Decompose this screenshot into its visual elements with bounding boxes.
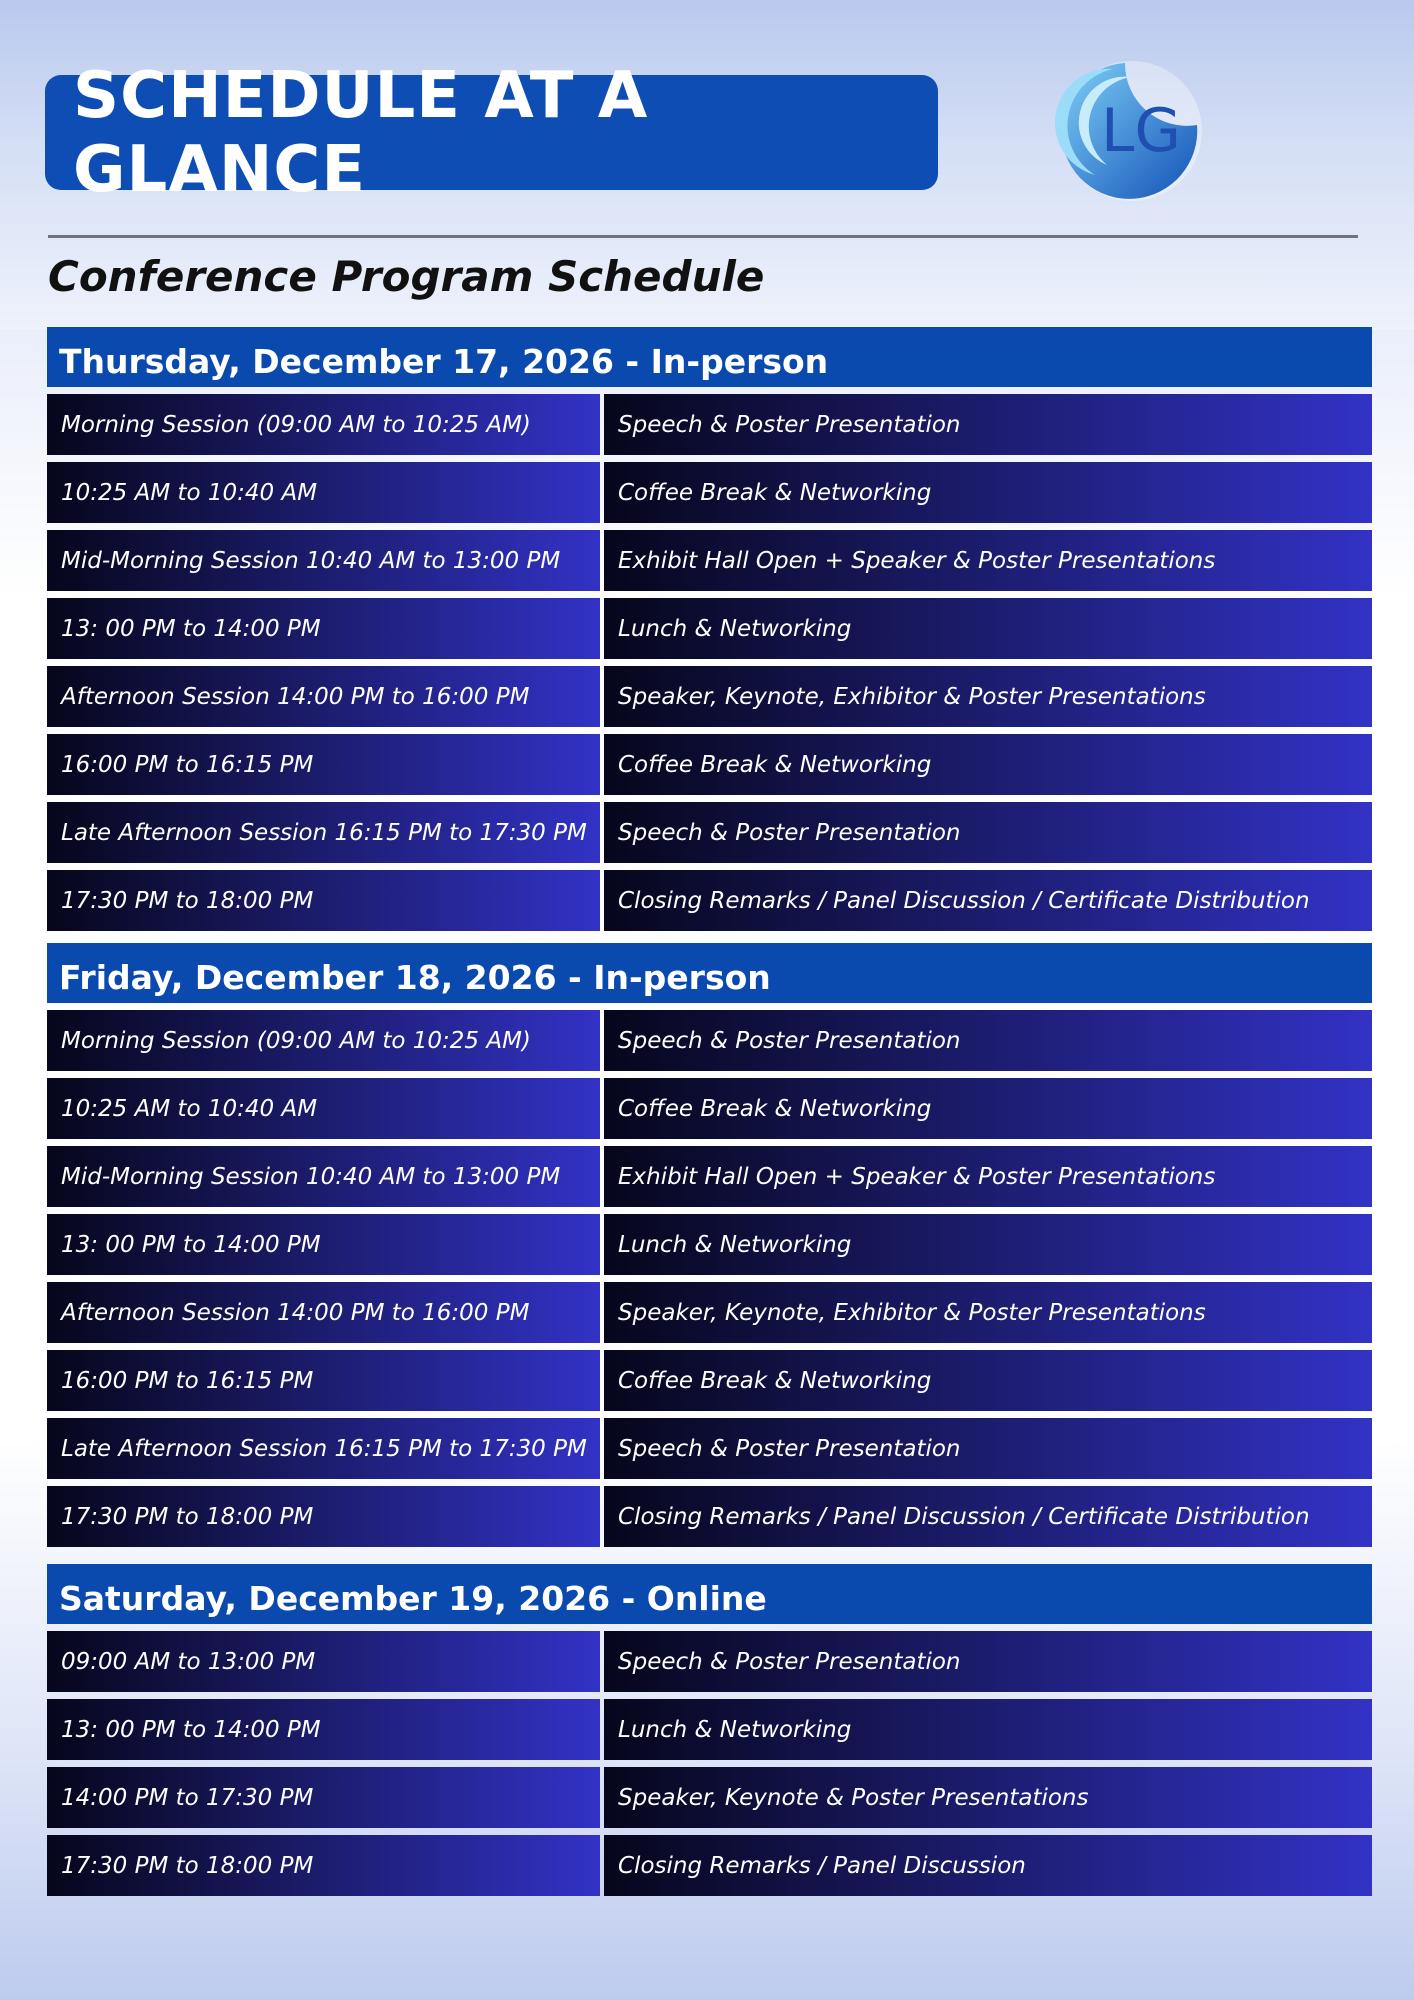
day-header: Thursday, December 17, 2026 - In-person [47, 327, 1372, 387]
time-cell: 13: 00 PM to 14:00 PM [47, 1699, 600, 1760]
activity-cell: Closing Remarks / Panel Discussion / Certificate Distribution [604, 870, 1372, 931]
time-cell: 16:00 PM to 16:15 PM [47, 1350, 600, 1411]
lg-logo-icon [1055, 55, 1205, 205]
activity-cell: Speech & Poster Presentation [604, 1010, 1372, 1071]
activity-cell: Speech & Poster Presentation [604, 1418, 1372, 1479]
schedule-row [47, 462, 1372, 523]
day-section-thursday [47, 327, 1372, 931]
time-cell: Afternoon Session 14:00 PM to 16:00 PM [47, 1282, 600, 1343]
day-section-saturday [47, 1564, 1372, 1896]
activity-cell: Lunch & Networking [604, 598, 1372, 659]
activity-cell: Coffee Break & Networking [604, 462, 1372, 523]
schedule-row [47, 1418, 1372, 1479]
schedule-row [47, 1699, 1372, 1760]
activity-cell: Speaker, Keynote & Poster Presentations [604, 1767, 1372, 1828]
time-cell: 09:00 AM to 13:00 PM [47, 1631, 600, 1692]
activity-cell: Closing Remarks / Panel Discussion / Certificate Distribution [604, 1486, 1372, 1547]
header-divider [48, 235, 1358, 238]
time-cell: 17:30 PM to 18:00 PM [47, 1835, 600, 1896]
activity-cell: Speaker, Keynote, Exhibitor & Poster Presentations [604, 1282, 1372, 1343]
schedule-row [47, 1078, 1372, 1139]
logo-text: LG [1101, 96, 1181, 166]
day-header: Friday, December 18, 2026 - In-person [47, 943, 1372, 1003]
schedule-row [47, 1146, 1372, 1207]
schedule-row [47, 734, 1372, 795]
activity-cell: Exhibit Hall Open + Speaker & Poster Presentations [604, 1146, 1372, 1207]
time-cell: Mid-Morning Session 10:40 AM to 13:00 PM [47, 530, 600, 591]
time-cell: Late Afternoon Session 16:15 PM to 17:30 PM [47, 802, 600, 863]
schedule-row [47, 1486, 1372, 1547]
activity-cell: Speech & Poster Presentation [604, 1631, 1372, 1692]
activity-cell: Lunch & Networking [604, 1699, 1372, 1760]
schedule-row [47, 598, 1372, 659]
time-cell: 17:30 PM to 18:00 PM [47, 1486, 600, 1547]
activity-cell: Speech & Poster Presentation [604, 394, 1372, 455]
schedule-row [47, 394, 1372, 455]
schedule-row [47, 1350, 1372, 1411]
banner-title: SCHEDULE AT A GLANCE [73, 58, 649, 207]
time-cell: 16:00 PM to 16:15 PM [47, 734, 600, 795]
schedule-row [47, 1282, 1372, 1343]
schedule-row [47, 1631, 1372, 1692]
activity-cell: Coffee Break & Networking [604, 1078, 1372, 1139]
time-cell: Mid-Morning Session 10:40 AM to 13:00 PM [47, 1146, 600, 1207]
activity-cell: Exhibit Hall Open + Speaker & Poster Presentations [604, 530, 1372, 591]
activity-cell: Coffee Break & Networking [604, 734, 1372, 795]
schedule-row [47, 1214, 1372, 1275]
activity-cell: Closing Remarks / Panel Discussion [604, 1835, 1372, 1896]
day-header: Saturday, December 19, 2026 - Online [47, 1564, 1372, 1624]
activity-cell: Lunch & Networking [604, 1214, 1372, 1275]
schedule-row [47, 1767, 1372, 1828]
schedule-row [47, 666, 1372, 727]
time-cell: Morning Session (09:00 AM to 10:25 AM) [47, 394, 600, 455]
day-section-friday [47, 943, 1372, 1547]
time-cell: Morning Session (09:00 AM to 10:25 AM) [47, 1010, 600, 1071]
schedule-row [47, 530, 1372, 591]
time-cell: 10:25 AM to 10:40 AM [47, 1078, 600, 1139]
schedule-row [47, 1835, 1372, 1896]
schedule-row [47, 802, 1372, 863]
time-cell: Afternoon Session 14:00 PM to 16:00 PM [47, 666, 600, 727]
activity-cell: Speaker, Keynote, Exhibitor & Poster Presentations [604, 666, 1372, 727]
activity-cell: Coffee Break & Networking [604, 1350, 1372, 1411]
time-cell: 13: 00 PM to 14:00 PM [47, 1214, 600, 1275]
activity-cell: Speech & Poster Presentation [604, 802, 1372, 863]
schedule-banner [45, 58, 938, 207]
time-cell: Late Afternoon Session 16:15 PM to 17:30 PM [47, 1418, 600, 1479]
time-cell: 10:25 AM to 10:40 AM [47, 462, 600, 523]
time-cell: 17:30 PM to 18:00 PM [47, 870, 600, 931]
schedule-row [47, 870, 1372, 931]
page-subtitle: Conference Program Schedule [48, 252, 765, 301]
time-cell: 14:00 PM to 17:30 PM [47, 1767, 600, 1828]
time-cell: 13: 00 PM to 14:00 PM [47, 598, 600, 659]
schedule-row [47, 1010, 1372, 1071]
